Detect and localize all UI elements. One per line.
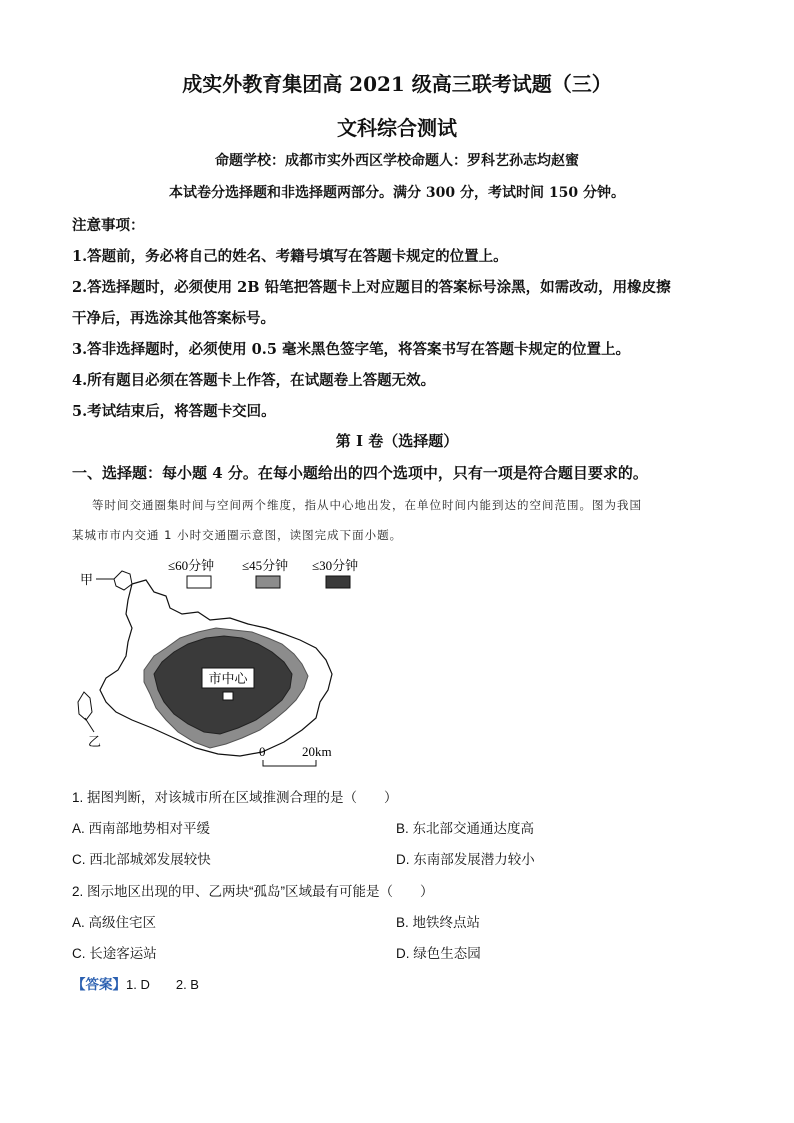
answer-text: 1. D 2. B [126,977,199,992]
legend-45-label: ≤45分钟 [242,558,289,573]
legend-45-swatch [256,576,280,588]
legend-60-swatch [187,576,211,588]
legend-60-label: ≤60分钟 [168,558,215,573]
exam-subtitle: 文科综合测试 [337,116,457,140]
passage-line: 等时间交通圈集时间与空间两个维度，指从中心地出发，在单位时间内能到达的空间范围。图为我国 [92,498,642,512]
question-2-option-a: A. 高级住宅区 [72,915,157,930]
city-center-label: 市中心 [208,671,248,686]
note-item: 2.答选择题时，必须使用 2B 铅笔把答题卡上对应题目的答案标号涂黑，如需改动，用橡皮擦 [72,279,671,296]
legend-30-swatch [326,576,350,588]
island-yi [78,692,92,720]
label-yi: 乙 [88,734,102,749]
question-2-option-d: D. 绿色生态园 [396,946,481,961]
question-1-option-a: A. 西南部地势相对平缓 [72,821,211,836]
section-instruction: 一、选择题：每小题 4 分。在每小题给出的四个选项中，只有一项是符合题目要求的。 [72,464,648,482]
answer-line [72,973,199,993]
island-jia [114,571,132,590]
question-2-stem: 2. 图示地区出现的甲、乙两块“孤岛”区域最有可能是（ ） [72,884,434,899]
yi-pointer [85,718,94,732]
city-center-marker [223,692,233,700]
question-1-option-d: D. 东南部发展潜力较小 [396,852,535,867]
scale-zero: 0 [259,744,266,759]
note-item: 3.答非选择题时，必须使用 0.5 毫米黑色签字笔，将答案书写在答题卡规定的位置上。 [72,341,630,358]
exam-title: 成实外教育集团高 2021 级高三联考试题（三） [182,72,612,96]
scale-value: 20km [302,744,332,759]
note-item: 干净后，再选涂其他答案标号。 [72,310,275,327]
note-item: 1.答题前，务必将自己的姓名、考籍号填写在答题卡规定的位置上。 [72,248,508,265]
legend-30-label: ≤30分钟 [312,558,359,573]
question-2-option-b: B. 地铁终点站 [396,915,481,930]
school-line: 命题学校：成都市实外西区学校命题人：罗科艺孙志均赵蜜 [215,153,579,169]
passage-line: 某城市市内交通 1 小时交通圈示意图，读图完成下面小题。 [72,528,403,542]
question-2-option-c: C. 长途客运站 [72,946,157,961]
section-title: 第 I 卷（选择题） [335,432,459,450]
question-1-option-c: C. 西北部城郊发展较快 [72,852,211,867]
notes-heading: 注意事项： [72,217,145,234]
label-jia: 甲 [80,572,94,587]
question-1-option-b: B. 东北部交通通达度高 [396,821,535,836]
intro-line: 本试卷分选择题和非选择题两部分。满分 300 分，考试时间 150 分钟。 [169,185,625,201]
traffic-circle-map [70,552,380,772]
question-1-stem: 1. 据图判断，对该城市所在区域推测合理的是（ ） [72,790,398,805]
answer-label: 【答案】 [72,977,126,992]
note-item: 4.所有题目必须在答题卡上作答，在试题卷上答题无效。 [72,372,436,389]
scale-bar [263,760,316,766]
note-item: 5.考试结束后，将答题卡交回。 [72,403,276,420]
